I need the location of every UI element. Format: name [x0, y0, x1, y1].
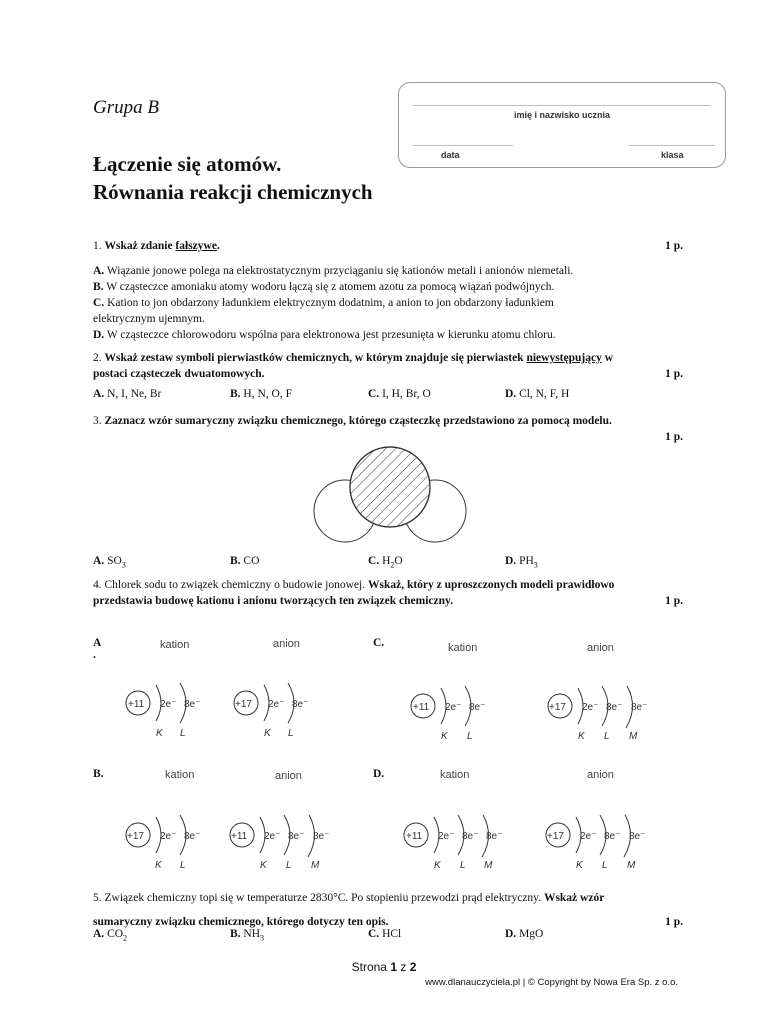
molecule-model-diagram — [300, 445, 480, 550]
svg-text:8e⁻: 8e⁻ — [469, 702, 486, 713]
svg-text:L: L — [467, 731, 473, 742]
page-number: Strona 1 z 2 — [351, 960, 417, 974]
svg-text:8e⁻: 8e⁻ — [288, 831, 305, 842]
svg-text:2e⁻: 2e⁻ — [580, 831, 597, 842]
q3-option-c[interactable]: C. $H_2O$ — [368, 555, 403, 570]
svg-text:L: L — [460, 860, 466, 871]
question-2-points: 1 p. — [665, 368, 683, 380]
q2-option-c[interactable]: C. I, H, Br, O — [368, 388, 431, 400]
q4-option-b[interactable]: B. — [93, 768, 104, 780]
question-1-options — [93, 263, 683, 343]
svg-text:8e⁻: 8e⁻ — [184, 699, 201, 710]
svg-text:8e⁻: 8e⁻ — [462, 831, 479, 842]
svg-text:+17: +17 — [127, 831, 144, 842]
q1-option-d[interactable]: D. W cząsteczce chlorowodoru wspólna para elektronowa jest przesunięta w kierunku atomu chloru. — [93, 329, 556, 341]
svg-text:K: K — [155, 860, 162, 871]
q1-option-a[interactable]: A. Wiązanie jonowe polega na elektrostatycznym przyciąganiu się kationów metali i anionów niemetali. — [93, 265, 574, 277]
student-name-label: imię i nazwisko ucznia — [513, 110, 611, 120]
svg-text:+17: +17 — [235, 699, 252, 710]
svg-text:8e⁻: 8e⁻ — [606, 702, 623, 713]
svg-text:+17: +17 — [549, 702, 566, 713]
question-5-points: 1 p. — [665, 916, 683, 928]
q4-b-anion-label: anion — [275, 770, 302, 782]
svg-text:2e⁻: 2e⁻ — [438, 831, 455, 842]
svg-text:M: M — [311, 860, 320, 871]
date-label: data — [441, 150, 460, 160]
svg-text:+11: +11 — [128, 699, 145, 710]
svg-text:+17: +17 — [547, 831, 564, 842]
q1-option-b[interactable]: B. W cząsteczce amoniaku atomy wodoru łączą się z atomem azotu za pomocą wiązań podwójnych. — [93, 281, 555, 293]
q4-c-kation-label: kation — [448, 642, 478, 654]
q5-option-a[interactable]: A. $CO_2$ — [93, 928, 128, 943]
q1-option-c[interactable]: C. Kation to jon obdarzony ładunkiem elektrycznym dodatnim, a anion to jon obdarzony ładunkiem elektrycznym ujemnym. — [93, 297, 554, 325]
q4-d-atom-models — [398, 815, 688, 875]
svg-text:+11: +11 — [231, 831, 248, 842]
group-label: Grupa B — [93, 97, 159, 118]
q4-a-atom-models — [120, 683, 350, 743]
q4-c-atom-models — [405, 686, 690, 746]
svg-text:+11: +11 — [413, 702, 430, 713]
q4-b-kation-label: kation — [165, 769, 195, 781]
q4-c-anion-label: anion — [587, 642, 614, 654]
question-1-points: 1 p. — [665, 240, 683, 252]
q4-d-anion-label: anion — [587, 769, 614, 781]
question-1-prompt: 1. Wskaż zdanie fałszywe. 1 p. — [93, 240, 683, 252]
svg-text:K: K — [264, 728, 271, 739]
q2-option-d[interactable]: D. Cl, N, F, H — [505, 388, 570, 400]
q4-b-atom-models — [120, 815, 370, 875]
question-4-prompt: 4. Chlorek sodu to związek chemiczny o budowie jonowej. Wskaż, który z uproszczonych modeli prawidłowo przedstawia budowę kationu i anionu tworzących ten związek chemiczny. 1 p. — [93, 579, 683, 607]
svg-text:L: L — [288, 728, 294, 739]
svg-text:2e⁻: 2e⁻ — [268, 699, 285, 710]
svg-text:2e⁻: 2e⁻ — [264, 831, 281, 842]
q4-option-d[interactable]: D. — [373, 768, 385, 780]
q3-option-d[interactable]: D. $PH_3$ — [505, 555, 538, 570]
svg-text:L: L — [286, 860, 292, 871]
q5-option-b[interactable]: B. $NH_3$ — [230, 928, 265, 943]
svg-text:K: K — [434, 860, 441, 871]
svg-text:L: L — [602, 860, 608, 871]
q4-a-anion-label: anion — [273, 638, 300, 650]
svg-text:2e⁻: 2e⁻ — [160, 831, 177, 842]
q5-option-c[interactable]: C. HCl — [368, 928, 402, 940]
svg-text:8e⁻: 8e⁻ — [486, 831, 503, 842]
page-title — [93, 150, 373, 206]
svg-text:8e⁻: 8e⁻ — [631, 702, 648, 713]
question-3-points: 1 p. — [665, 431, 683, 443]
question-5-prompt: 5. Związek chemiczny topi się w temperaturze 2830°C. Po stopieniu przewodzi prąd elektryczny. Wskaż wzór sumaryczny związku chemicznego, którego dotyczy ten opis. 1 p. — [93, 886, 683, 934]
svg-text:8e⁻: 8e⁻ — [604, 831, 621, 842]
q4-option-c[interactable]: C. — [373, 637, 385, 649]
svg-text:8e⁻: 8e⁻ — [184, 831, 201, 842]
svg-text:K: K — [260, 860, 267, 871]
title-line-2: Równania reakcji chemicznych — [93, 180, 373, 204]
svg-text:2e⁻: 2e⁻ — [160, 699, 177, 710]
student-info-box — [398, 82, 726, 168]
svg-text:8e⁻: 8e⁻ — [292, 699, 309, 710]
svg-text:M: M — [627, 860, 636, 871]
q4-option-a[interactable]: A . — [93, 637, 102, 661]
svg-text:+11: +11 — [406, 831, 423, 842]
svg-text:M: M — [484, 860, 493, 871]
svg-text:L: L — [180, 728, 186, 739]
svg-text:L: L — [604, 731, 610, 742]
q2-option-b[interactable]: B. H, N, O, F — [230, 388, 292, 400]
svg-text:K: K — [578, 731, 585, 742]
question-3-prompt: 3. Zaznacz wzór sumaryczny związku chemicznego, którego cząsteczkę przedstawiono za pomocą modelu. 1 p. — [93, 415, 683, 443]
svg-text:L: L — [180, 860, 186, 871]
copyright-footer: www.dlanauczyciela.pl | © Copyright by Nowa Era Sp. z o.o. — [425, 977, 678, 988]
svg-text:2e⁻: 2e⁻ — [582, 702, 599, 713]
question-2-prompt: 2. Wskaż zestaw symboli pierwiastków chemicznych, w którym znajduje się pierwiastek niewystępujący w postaci cząsteczek dwuatomowych. 1 p. — [93, 352, 683, 380]
q4-a-kation-label: kation — [160, 639, 190, 651]
q2-option-a[interactable]: A. N, I, Ne, Br — [93, 388, 162, 400]
q4-d-kation-label: kation — [440, 769, 470, 781]
svg-text:8e⁻: 8e⁻ — [313, 831, 330, 842]
q3-option-b[interactable]: B. CO — [230, 555, 260, 567]
q3-option-a[interactable]: A. $SO_3$ — [93, 555, 126, 570]
svg-text:K: K — [441, 731, 448, 742]
svg-text:K: K — [576, 860, 583, 871]
svg-text:M: M — [629, 731, 638, 742]
title-line-1: Łączenie się atomów. — [93, 152, 282, 176]
svg-text:2e⁻: 2e⁻ — [445, 702, 462, 713]
svg-text:K: K — [156, 728, 163, 739]
class-label: klasa — [661, 150, 684, 160]
svg-text:8e⁻: 8e⁻ — [629, 831, 646, 842]
q5-option-d[interactable]: D. MgO — [505, 928, 544, 940]
question-4-points: 1 p. — [665, 595, 683, 607]
